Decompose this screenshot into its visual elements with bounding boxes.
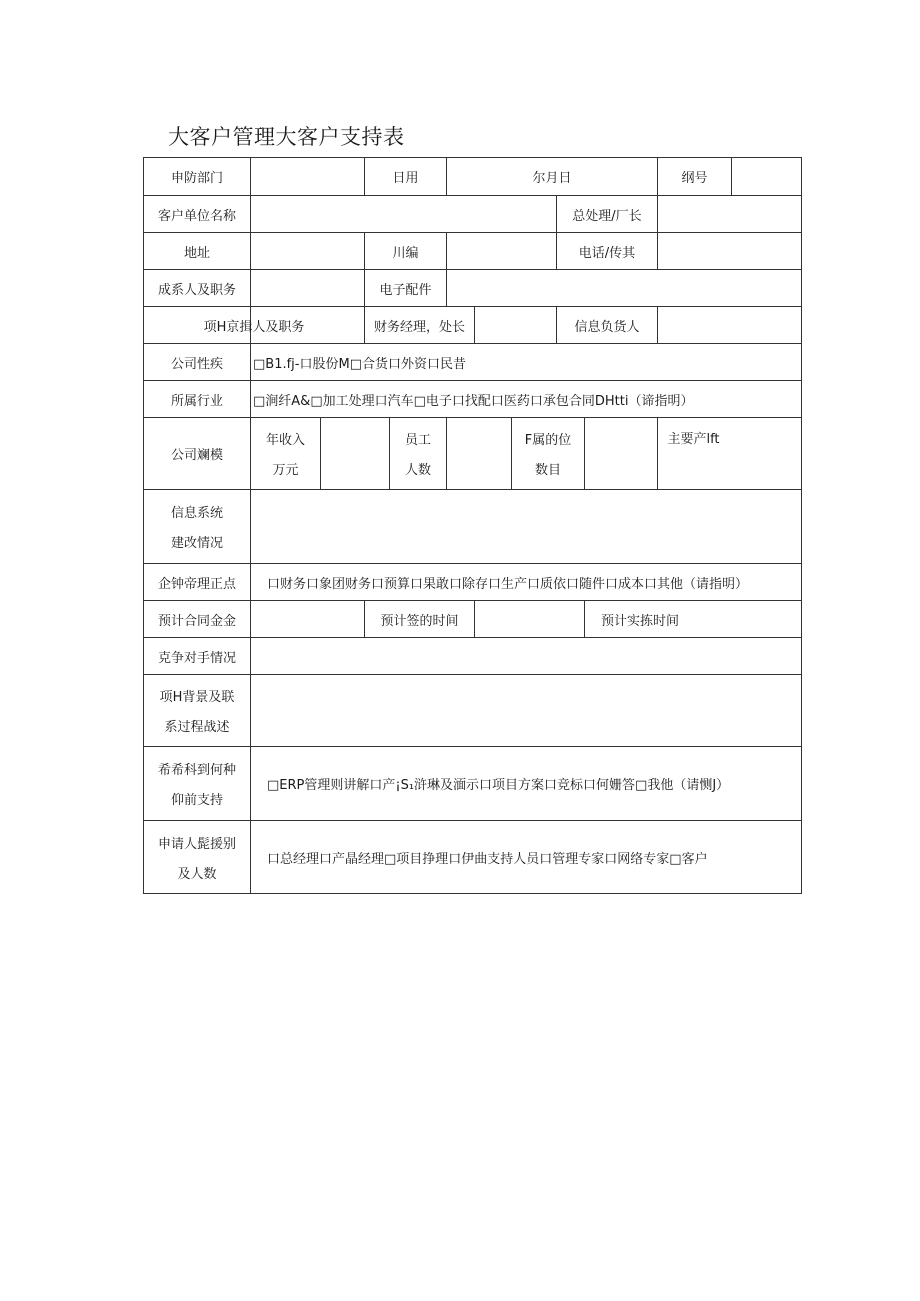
client-name-label: 客户单位名称 <box>157 208 236 224</box>
postcode-input[interactable] <box>447 233 556 269</box>
info-system-input[interactable] <box>251 490 801 563</box>
background-line2: 系过程战述 <box>164 719 230 735</box>
phone-label: 电话/传其 <box>578 245 636 261</box>
address-label: 地址 <box>183 245 210 261</box>
implement-time-label: 预计实拣时间 <box>601 613 680 629</box>
background-line1: 项H背景及联 <box>159 690 235 706</box>
contract-amount-input[interactable] <box>251 601 364 637</box>
form-title: 大客户管理大客户支持表 <box>168 125 405 149</box>
address-input[interactable] <box>251 233 364 269</box>
main-product-label: 主要产lft <box>667 432 720 447</box>
gm-input[interactable] <box>658 196 801 232</box>
support-line1: 希希科到何种 <box>157 762 236 778</box>
scale-label: 公司斓模 <box>170 448 223 463</box>
info-lead-label: 信息负货人 <box>574 319 640 335</box>
dept-input[interactable] <box>251 158 364 195</box>
email-label: 电子配件 <box>379 282 432 298</box>
postcode-label: 川编 <box>392 245 419 261</box>
company-nature-label: 公司性疾 <box>170 356 223 372</box>
revenue-line1: 年收入 <box>265 433 305 449</box>
staff-line1: 员工 <box>404 433 431 449</box>
info-system-label <box>144 490 250 563</box>
sign-time-input[interactable] <box>475 601 584 637</box>
project-lead-label: 项H京揖人及职务 <box>203 319 305 335</box>
personnel-line2: 及人数 <box>177 866 217 882</box>
industry-options[interactable]: □涧纤A&□加工处理口汽车□电子口找配口医药口承包合同DHtti（谛指明） <box>253 393 694 409</box>
finance-input[interactable] <box>475 307 556 343</box>
sub-units-line1: F属的位 <box>524 433 572 449</box>
management-options[interactable]: 口财务口象团财务口预算口果敢口除存口生产口质依口随件口成本口其他（请指明） <box>267 576 749 592</box>
number-label: 纲号 <box>681 171 708 186</box>
info-system-line1: 信息系统 <box>170 505 223 521</box>
management-label: 企钟帝理正点 <box>157 576 236 592</box>
staff-label <box>390 418 446 489</box>
info-lead-input[interactable] <box>658 307 801 343</box>
dept-label: 申防部门 <box>170 171 223 186</box>
sub-units-label <box>512 418 584 489</box>
staff-input[interactable] <box>447 418 511 489</box>
contact-input[interactable] <box>251 270 364 306</box>
revenue-input[interactable] <box>321 418 389 489</box>
background-input[interactable] <box>251 675 801 746</box>
support-options[interactable]: □ERP管理则讲解口产¡S₁浒琳及湎示口项目方案口竞标口何姗答□我他（请恻J） <box>267 778 730 793</box>
sub-units-input[interactable] <box>585 418 657 489</box>
competitor-label: 克争对手情况 <box>157 650 236 666</box>
revenue-label <box>251 418 320 489</box>
phone-input[interactable] <box>658 233 801 269</box>
client-name-input[interactable] <box>251 196 556 232</box>
number-input[interactable] <box>732 158 801 195</box>
competitor-input[interactable] <box>251 638 801 674</box>
personnel-line1: 申请人髭援别 <box>157 836 236 852</box>
revenue-line2: 万元 <box>272 462 299 478</box>
finance-label: 财务经理，处长 <box>373 319 465 335</box>
date-label: 日用 <box>392 171 419 186</box>
background-label <box>144 675 250 746</box>
contact-label: 成系人及职务 <box>157 282 236 298</box>
sign-time-label: 预计签的时间 <box>380 613 459 629</box>
date-value[interactable]: 尔月日 <box>532 171 572 186</box>
company-nature-options[interactable]: □B1.fj-口股份M□合货口外资口民昔 <box>253 356 466 372</box>
gm-label: 总处理/厂长 <box>572 208 642 224</box>
contract-amount-label: 预计合同金金 <box>157 613 236 629</box>
support-label <box>144 747 250 820</box>
industry-label: 所属行业 <box>170 393 223 409</box>
personnel-options[interactable]: 口总经理口产晶经理□项目挣理口伊曲支持人员口管理专家口网络专家□客户 <box>267 851 708 867</box>
support-line2: 仰前支持 <box>170 793 223 809</box>
email-input[interactable] <box>447 270 801 306</box>
info-system-line2: 建改情况 <box>170 536 223 552</box>
sub-units-line2: 数目 <box>534 462 561 478</box>
staff-line2: 人数 <box>404 462 431 478</box>
personnel-label <box>144 821 250 893</box>
